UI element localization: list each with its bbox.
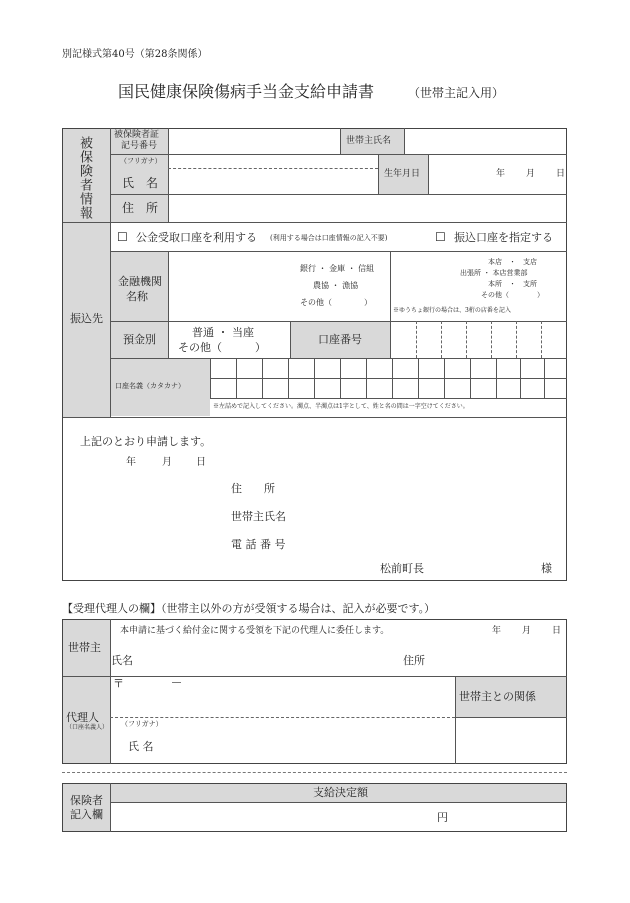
proxy-day: 日 xyxy=(552,626,562,636)
declaration-statement: 上記のとおり申請します。 xyxy=(80,435,212,448)
deposit-type-label: 預金別 xyxy=(123,333,156,346)
bank-label-1: 金融機関 xyxy=(118,275,162,288)
yen-label: 円 xyxy=(437,811,448,824)
declaration-year: 年 xyxy=(126,457,136,468)
delegation-text: 本申請に基づく給付金に関する受領を下記の代理人に委任します。 xyxy=(120,626,390,636)
transfer-account-option: 振込口座を指定する xyxy=(454,231,553,244)
deposit-type-line2[interactable]: その他（ ） xyxy=(178,341,266,354)
public-account-checkbox[interactable]: ☐ xyxy=(117,230,128,244)
public-account-option: 公金受取口座を利用する xyxy=(136,231,257,244)
head-name-label: 世帯主氏名 xyxy=(346,136,392,146)
dob-field[interactable] xyxy=(430,156,565,192)
proxy-section-title: 【受理代理人の欄】（世帯主以外の方が受領する場合は、記入が必要です。） xyxy=(62,602,436,615)
proxy-head-address-label: 住所 xyxy=(403,654,425,667)
dob-year: 年 xyxy=(496,169,506,179)
transfer-section-label: 振込先 xyxy=(70,312,103,325)
furigana-label: （フリガナ） xyxy=(120,157,162,165)
declaration-head-name-label: 世帯主氏名 xyxy=(231,510,286,523)
branch-line4: その他（ ） xyxy=(481,291,544,299)
address-label: 住 所 xyxy=(122,201,159,215)
decision-amount-field[interactable] xyxy=(112,804,432,830)
agent-furigana-label: （フリガナ） xyxy=(121,720,163,728)
account-number-field[interactable] xyxy=(392,323,565,356)
agent-name-label: 氏 名 xyxy=(128,740,154,753)
insured-section-label: 被保険者情報 xyxy=(77,136,92,220)
dob-month: 月 xyxy=(526,169,536,179)
furigana-field[interactable] xyxy=(170,156,376,167)
insured-number-field[interactable] xyxy=(170,130,338,152)
insured-number-label-1: 被保険者証 xyxy=(114,130,160,140)
proxy-head-label: 世帯主 xyxy=(68,641,101,654)
public-account-note: (利用する場合は口座情報の記入不要) xyxy=(270,234,388,242)
agent-sublabel: （口座名義人） xyxy=(66,724,109,731)
proxy-head-address-field[interactable] xyxy=(432,650,562,672)
account-name-note: ※左詰めで記入してください。濁点、半濁点は1字として、姓と名の間は一字空けてください。 xyxy=(213,403,469,410)
declaration-fields[interactable] xyxy=(300,478,560,554)
insurer-label-1: 保険者 xyxy=(70,794,103,807)
declaration-phone-label: 電 話 番 号 xyxy=(231,538,286,551)
relation-field[interactable] xyxy=(457,719,565,762)
bank-types-line1: 銀行 ・ 金庫 ・ 信組 xyxy=(300,264,375,273)
relation-label: 世帯主との関係 xyxy=(459,690,536,703)
proxy-year: 年 xyxy=(492,626,502,636)
address-field[interactable] xyxy=(170,196,565,220)
account-name-grid[interactable] xyxy=(211,359,566,397)
branch-line1: 本店 ・ 支店 xyxy=(488,258,537,266)
insurer-label-2: 記入欄 xyxy=(70,808,103,821)
head-name-field[interactable] xyxy=(406,130,565,152)
deposit-type-line1[interactable]: 普通 ・ 当座 xyxy=(192,326,254,339)
bank-name-field[interactable] xyxy=(170,253,295,319)
decision-label: 支給決定額 xyxy=(313,786,368,799)
proxy-head-name-label: 氏名 xyxy=(111,654,133,667)
name-label: 氏 名 xyxy=(122,176,159,190)
bank-label-2: 名称 xyxy=(126,290,148,303)
transfer-account-checkbox[interactable]: ☐ xyxy=(435,230,446,244)
postal-dash: ― xyxy=(172,678,181,688)
addressee: 松前町長 xyxy=(380,562,424,575)
account-number-label: 口座番号 xyxy=(318,333,362,346)
postal-mark: 〒 xyxy=(113,677,124,690)
name-field[interactable] xyxy=(170,170,376,192)
account-name-label: 口座名義（カタカナ） xyxy=(115,382,185,390)
page-title: 国民健康保険傷病手当金支給申請書 xyxy=(118,82,375,101)
declaration-day: 日 xyxy=(196,457,206,468)
proxy-month: 月 xyxy=(522,626,532,636)
proxy-head-name-field[interactable] xyxy=(140,650,390,672)
branch-line2: 出張所 ・ 本店営業部 xyxy=(460,269,528,277)
agent-label: 代理人 xyxy=(66,711,99,724)
agent-name-field[interactable] xyxy=(160,732,450,760)
insured-number-label-2: 記号番号 xyxy=(121,141,158,151)
declaration-month: 月 xyxy=(162,457,172,468)
branch-line3: 本所 ・ 支所 xyxy=(488,280,537,288)
bank-types-line2: 農協 ・ 漁協 xyxy=(313,281,359,290)
branch-name-field[interactable] xyxy=(392,253,462,303)
form-number: 別記様式第40号（第28条関係） xyxy=(62,49,208,60)
declaration-address-label: 住 所 xyxy=(231,482,275,495)
dob-label: 生年月日 xyxy=(384,169,421,179)
agent-address-field[interactable] xyxy=(125,678,450,714)
yucho-note: ※ゆうちょ銀行の場合は、3桁の店番を記入 xyxy=(393,307,511,314)
honorific: 様 xyxy=(541,562,552,575)
page-title-suffix: （世帯主記入用） xyxy=(408,86,505,100)
dob-day: 日 xyxy=(556,169,566,179)
bank-types-line3: その他（ ） xyxy=(300,298,372,307)
